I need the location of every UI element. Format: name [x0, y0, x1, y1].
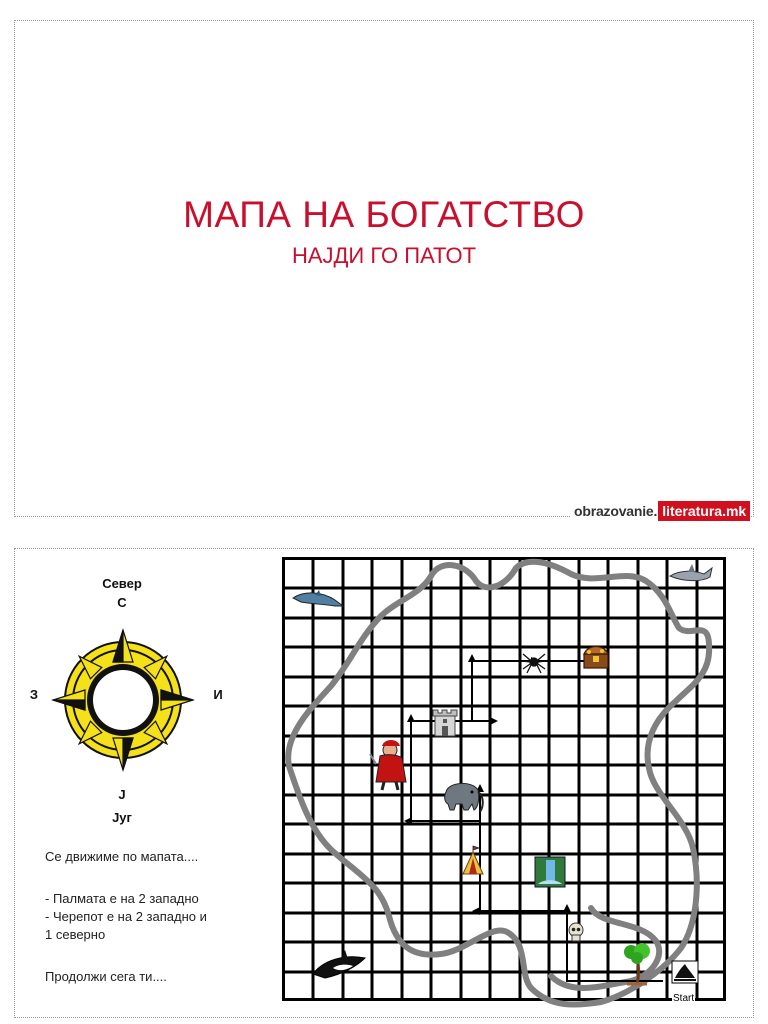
instruction-line: - Палмата е на 2 западно	[45, 891, 199, 906]
castle-tower-icon	[433, 710, 457, 736]
waterfall-icon	[535, 857, 565, 887]
compass-south-word: Југ	[112, 810, 132, 825]
treasure-chest-icon	[584, 647, 608, 669]
start-label: Start	[673, 993, 695, 1004]
compass-west-letter: З	[29, 687, 39, 702]
start-ship-icon	[672, 961, 698, 983]
page-title: МАПА НА БОГАТСТВО	[183, 194, 585, 235]
compass-south-letter: Ј	[118, 787, 126, 802]
page-subtitle: НАЈДИ ГО ПАТОТ	[291, 243, 477, 268]
compass-north-letter: С	[117, 595, 127, 610]
site-logo[interactable]	[570, 500, 750, 522]
instruction-line: 1 северно	[45, 927, 106, 942]
instruction-line: - Черепот е на 2 западно и	[45, 909, 207, 924]
compass-north-word: Север	[102, 576, 142, 591]
instruction-line: Се движиме по мапата....	[45, 849, 199, 864]
instruction-line: Продолжи сега ти....	[45, 969, 167, 984]
logo-text-part2: literatura.mk	[658, 501, 750, 521]
treasure-map	[281, 556, 747, 1012]
compass-east-letter: И	[213, 687, 223, 702]
title-slide	[14, 20, 754, 517]
compass-rose-icon	[51, 621, 195, 779]
map-slide	[14, 548, 754, 1018]
logo-text-part1: obrazovanie.	[574, 503, 658, 519]
